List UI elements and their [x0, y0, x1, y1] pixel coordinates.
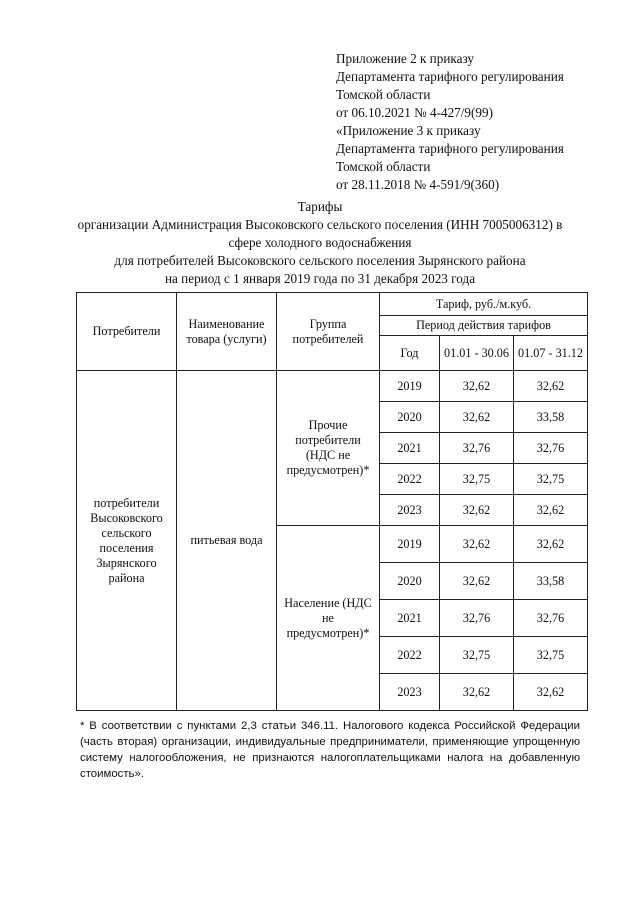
tariff-h1-cell: 32,62	[440, 674, 514, 711]
tariff-h2-cell: 32,62	[514, 495, 588, 526]
title-line: сфере холодного водоснабжения	[228, 235, 412, 250]
tariff-header: Тариф, руб./м.куб.	[380, 293, 588, 316]
product-cell: питьевая вода	[177, 371, 277, 711]
group-header: Группа потребителей	[277, 293, 380, 371]
tariff-h2-cell: 32,62	[514, 674, 588, 711]
tariff-h1-cell: 32,62	[440, 371, 514, 402]
title-line: Тарифы	[297, 199, 343, 214]
year-cell: 2019	[380, 526, 440, 563]
footnote: * В соответствии с пунктами 2,3 статьи 346.11. Налогового кодекса Российской Федерации (часть вторая) организации, индивидуальные предприниматели, применяющие упрощенную систему налогообложения, не признаются налогоплательщиками налога на добавленную стоимость».	[80, 720, 580, 780]
first-half-header: 01.01 - 30.06	[440, 336, 514, 371]
tariff-h1-cell: 32,76	[440, 600, 514, 637]
tariff-h2-cell: 33,58	[514, 402, 588, 433]
title-line: для потребителей Высоковского сельского поселения Зырянского района	[114, 253, 526, 268]
order-appendix-header	[336, 50, 626, 194]
year-cell: 2020	[380, 563, 440, 600]
year-cell: 2021	[380, 433, 440, 464]
tariff-h2-cell: 33,58	[514, 563, 588, 600]
title-line: на период с 1 января 2019 года по 31 декабря 2023 года	[164, 271, 476, 286]
tariff-h2-cell: 32,75	[514, 637, 588, 674]
title-line: организации Администрация Высоковского сельского поселения (ИНН 7005006312) в	[77, 217, 563, 232]
second-half-header: 01.07 - 31.12	[514, 336, 588, 371]
tariff-table	[76, 292, 588, 711]
tariff-h1-cell: 32,62	[440, 526, 514, 563]
tariff-h2-cell: 32,75	[514, 464, 588, 495]
header-line: Департамента тарифного регулирования	[336, 69, 564, 84]
year-cell: 2023	[380, 495, 440, 526]
tariff-h1-cell: 32,62	[440, 495, 514, 526]
document-title	[40, 198, 600, 288]
tariff-h2-cell: 32,76	[514, 433, 588, 464]
header-line: Департамента тарифного регулирования	[336, 141, 564, 156]
tariff-h2-cell: 32,76	[514, 600, 588, 637]
tariff-h1-cell: 32,62	[440, 563, 514, 600]
group-cell-other: Прочие потребители (НДС не предусмотрен)*	[277, 371, 380, 526]
product-header: Наименование товара (услуги)	[177, 293, 277, 371]
tariff-h2-cell: 32,62	[514, 371, 588, 402]
tariff-h1-cell: 32,62	[440, 402, 514, 433]
group-cell-population: Население (НДС не предусмотрен)*	[277, 526, 380, 711]
year-cell: 2020	[380, 402, 440, 433]
year-cell: 2023	[380, 674, 440, 711]
year-cell: 2019	[380, 371, 440, 402]
period-header: Период действия тарифов	[380, 316, 588, 336]
header-line: Приложение 2 к приказу	[336, 51, 474, 66]
header-line: от 06.10.2021 № 4-427/9(99)	[336, 105, 493, 120]
header-line: Томской области	[336, 87, 431, 102]
tariff-h1-cell: 32,75	[440, 637, 514, 674]
consumers-cell: потребители Высоковского сельского поселения Зырянского района	[77, 371, 177, 711]
year-header: Год	[380, 336, 440, 371]
tariff-h2-cell: 32,62	[514, 526, 588, 563]
header-line: «Приложение 3 к приказу	[336, 123, 481, 138]
header-line: от 28.11.2018 № 4-591/9(360)	[336, 177, 500, 192]
year-cell: 2022	[380, 464, 440, 495]
tariff-h1-cell: 32,76	[440, 433, 514, 464]
header-line: Томской области	[336, 159, 431, 174]
year-cell: 2021	[380, 600, 440, 637]
year-cell: 2022	[380, 637, 440, 674]
tariff-h1-cell: 32,75	[440, 464, 514, 495]
consumers-header: Потребители	[77, 293, 177, 371]
